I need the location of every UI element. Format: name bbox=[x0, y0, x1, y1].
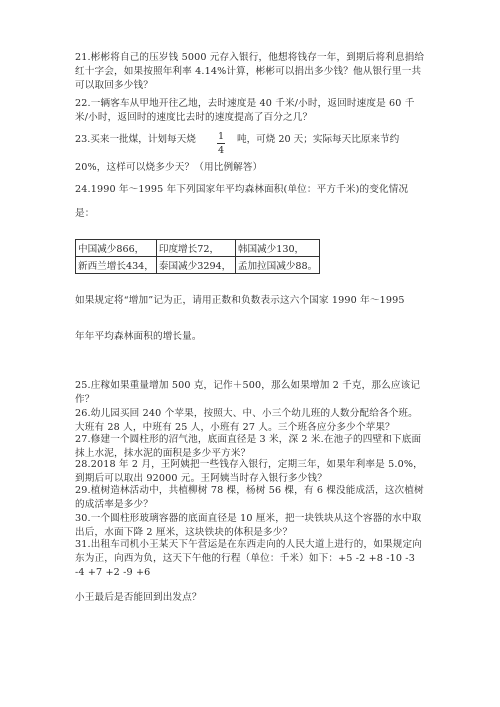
question-24-is: 是： bbox=[75, 208, 95, 219]
table-cell: 印度增长72， bbox=[156, 240, 235, 257]
question-24-task-end: 年年平均森林面积的增长量。 bbox=[75, 331, 202, 342]
forest-change-table bbox=[75, 239, 320, 274]
question-23-part-b: 吨，可烧 20 天；实际每天比原来节约 bbox=[237, 134, 400, 145]
question-22: 22.一辆客车从甲地开往乙地，去时速度是 40 千米/小时，返回时速度是 60 千米/小时，返回时的速度比去时的速度提高了百分之几？ bbox=[75, 98, 415, 123]
question-24-intro: 24.1990 年～1995 年下列国家年平均森林面积(单位：平方千米)的变化情况 bbox=[75, 184, 409, 195]
table-cell: 韩国减少130， bbox=[235, 240, 319, 257]
fraction-denominator: 4 bbox=[217, 145, 225, 156]
question-27: 27.修建一个圆柱形的沼气池，底面直径是 3 米，深 2 米.在池子的四壁和下底面抹上水泥，抹水泥的面积是多少平方米？ bbox=[75, 434, 422, 459]
question-26: 26.幼儿园买回 240 个苹果，按照大、中、小三个幼儿班的人数分配给各个班。大班有 28 人，中班有 25 人，小班有 27 人。三个班各应分多少个苹果？ bbox=[75, 408, 418, 433]
question-24-task: 如果规定将“增加”记为正，请用正数和负数表示这六个国家 1990 年～1995 bbox=[75, 295, 405, 306]
fraction-numerator: 1 bbox=[217, 131, 225, 142]
question-25: 25.庄稼如果重量增加 500 克，记作＋500，那么如果增加 2 千克，那么应该记作？ bbox=[75, 380, 421, 405]
table-cell: 新西兰增长434， bbox=[76, 257, 157, 274]
fraction-bar bbox=[217, 143, 225, 144]
table-cell: 中国减少866， bbox=[76, 240, 157, 257]
question-31: 31.出租车司机小王某天下午营运是在东西走向的人民大道上进行的，如果规定向东为正，向西为负，这天下午他的行程（单位：千米）如下：+5 -2 +8 -10 -3 -4 +7 +2 -9 +6 bbox=[75, 539, 422, 578]
table-row bbox=[76, 240, 320, 257]
question-29: 29.植树造林活动中，共植柳树 78 棵，杨树 56 棵，有 6 棵没能成活，这次植树的成活率是多少？ bbox=[75, 485, 424, 510]
table-cell: 泰国减少3294， bbox=[156, 257, 235, 274]
question-28: 28.2018 年 2 月，王阿姨把一些钱存入银行，定期三年，如果年利率是 5.0%，到期后可以取出 92000 元。王阿姨当时存入银行多少钱？ bbox=[75, 459, 423, 484]
table-cell: 孟加拉国减少88。 bbox=[235, 257, 319, 274]
question-31-ask: 小王最后是否能回到出发点？ bbox=[75, 592, 202, 603]
fraction-one-quarter bbox=[213, 131, 229, 156]
table-row bbox=[76, 257, 320, 274]
question-30: 30.一个圆柱形玻璃容器的底面直径是 10 厘米，把一块铁块从这个容器的水中取出后，水面下降 2 厘米，这块铁块的体积是多少？ bbox=[75, 513, 422, 538]
question-23-part-c: 20%，这样可以烧多少天？（用比例解答） bbox=[75, 162, 263, 173]
question-23-part-a: 23.买来一批煤，计划每天烧 bbox=[75, 134, 196, 145]
question-21: 21.彬彬将自己的压岁钱 5000 元存入银行，他想将钱存一年，到期后将利息捐给红十字会，如果按照年利率 4.14%计算，彬彬可以捐出多少钱？他从银行里一共可以取回多少钱？ bbox=[75, 52, 425, 91]
